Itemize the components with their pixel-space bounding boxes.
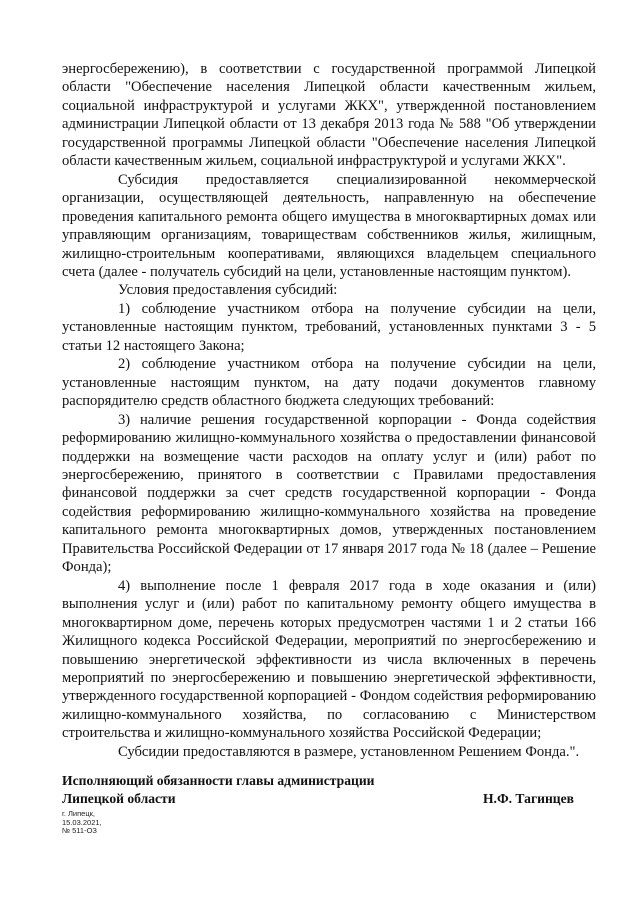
paragraph-continuation: энергосбережению), в соответствии с государственной программой Липецкой области "Обеспечение населения Липецкой области качественным жильем, социальной инфраструктурой и услугами ЖКХ", утвержденной постановлением администрации Липецкой области от 13 декабря 2013 года № 588 "Об утверждении государственной программы Липецкой области "Обеспечение населения Липецкой области качественным жильем, социальной инфраструктурой и услугами ЖКХ". <box>62 61 596 170</box>
paragraph-subsidy-recipient: Субсидия предоставляется специализированной некоммерческой организации, осуществляющей деятельность, направленную на обеспечение проведения капитального ремонта общего имущества в многоквартирных домах или управляющим организациям, товариществам собственников жилья, жилищным, жилищно-строительным кооперативами, являющихся владельцем специального счета (далее - получатель субсидий на цели, установленные настоящим пунктом). <box>62 171 596 280</box>
paragraph-condition-4: 4) выполнение после 1 февраля 2017 года в ходе оказания и (или) выполнения услуг и (или) работ по капитальному ремонту общего имущества в многоквартирном доме, перечень которых предусмотрен частями 1 и 2 статьи 166 Жилищного кодекса Российской Федерации, мероприятий по энергосбережению и повышению энергетической эффективности из числа включенных в перечень мероприятий по энергосбережению и повышению энергетической эффективности, утвержденного государственной корпорацией - Фондом содействия реформированию жилищно-коммунального хозяйства, по согласованию с Министерством строительства и жилищно-коммунального хозяйства Российской Федерации; <box>62 577 596 742</box>
paragraph-condition-1: 1) соблюдение участником отбора на получение субсидии на цели, установленные настоящим пунктом, требований, установленных пунктами 3 - 5 статьи 12 настоящего Закона; <box>62 300 596 354</box>
paragraph-subsidy-amount: Субсидии предоставляются в размере, установленном Решением Фонда.". <box>118 743 580 760</box>
signature-block <box>62 772 596 808</box>
paragraph-condition-2: 2) соблюдение участником отбора на получение субсидии на цели, установленные настоящим пунктом, на дату подачи документов главному распорядителю средств областного бюджета следующих требований: <box>62 356 596 410</box>
signatory-title-line2: Липецкой области <box>62 791 176 806</box>
signatory-title-line1: Исполняющий обязанности главы администрации <box>62 773 375 788</box>
document-body <box>62 60 596 761</box>
meta-date: 15.03.2021, <box>62 817 102 827</box>
document-meta <box>62 810 102 836</box>
signatory-name: Н.Ф. Тагинцев <box>482 791 574 806</box>
paragraph-conditions-heading: Условия предоставления субсидий: <box>118 282 338 299</box>
paragraph-condition-3: 3) наличие решения государственной корпорации - Фонда содействия реформированию жилищно-коммунального хозяйства о предоставлении финансовой поддержки на возмещение части расходов на оплату услуг и (или) работ по энергосбережению, принятого в соответствии с Правилами предоставления финансовой поддержки за счет средств государственной корпорации - Фонда содействия реформированию жилищно-коммунального хозяйства на проведение капитального ремонта многоквартирных домов, утвержденных постановлением Правительства Российской Федерации от 17 января 2017 года № 18 (далее – Решение Фонда); <box>62 411 596 576</box>
meta-law-number: № 511-ОЗ <box>62 826 97 836</box>
meta-city: г. Липецк, <box>62 809 95 818</box>
signature-row <box>62 790 596 808</box>
